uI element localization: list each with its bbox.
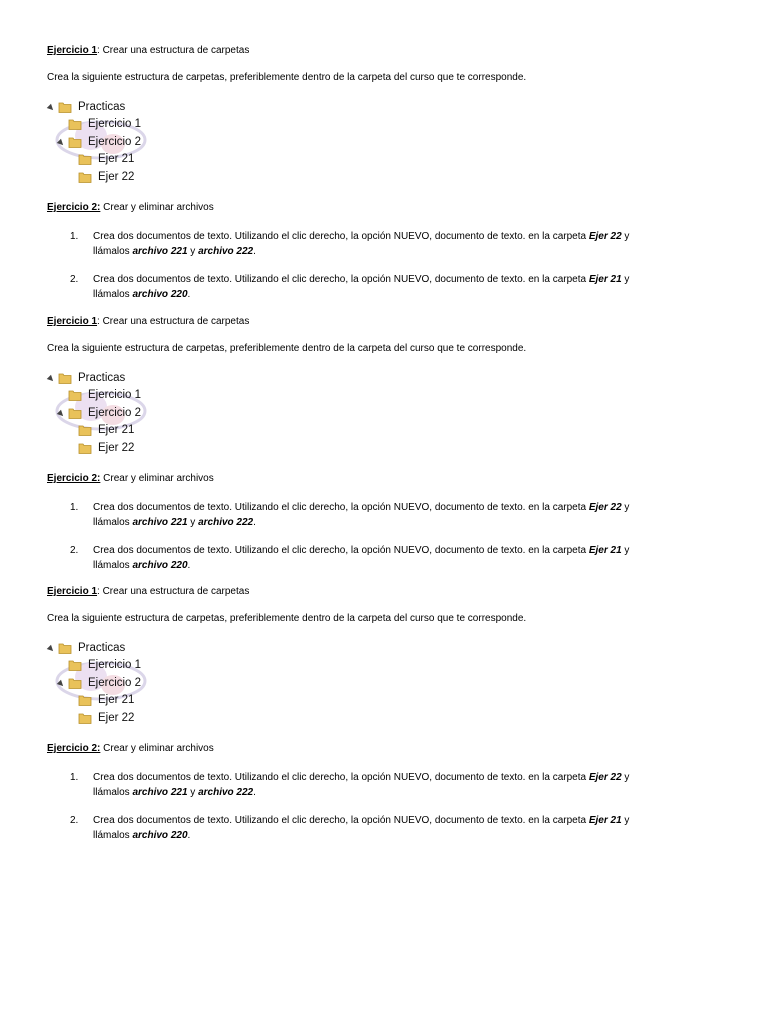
list-item: 1. Crea dos documentos de texto. Utilizando el clic derecho, la opción NUEVO, documento de texto. en la carpeta Ejer 22 y llámalos archivo 221 y archivo 222.: [70, 231, 630, 257]
folder-icon: [78, 424, 92, 436]
folder-icon: [68, 118, 82, 130]
heading-exercise-1: Ejercicio 1: Crear una estructura de carpetas: [47, 316, 250, 327]
folder-icon: [78, 442, 92, 454]
intro-text: Crea la siguiente estructura de carpetas, preferiblemente dentro de la carpeta del curso que te corresponde.: [47, 72, 527, 83]
exercise-section: [0, 271, 768, 571]
folder-icon: [68, 659, 82, 671]
folder-icon: [78, 171, 92, 183]
list-item: 1. Crea dos documentos de texto. Utilizando el clic derecho, la opción NUEVO, documento de texto. en la carpeta Ejer 22 y llámalos archivo 221 y archivo 222.: [70, 502, 630, 528]
exercise-section: [0, 0, 768, 300]
heading-exercise-2: Ejercicio 2: Crear y eliminar archivos: [47, 743, 214, 754]
folder-tree: Practicas Ejercicio 1 Ejercicio 2 Ejer 21 Ejer 22: [45, 94, 185, 186]
folder-icon: [68, 677, 82, 689]
list-item: 1. Crea dos documentos de texto. Utilizando el clic derecho, la opción NUEVO, documento de texto. en la carpeta Ejer 22 y llámalos archivo 221 y archivo 222.: [70, 772, 630, 798]
folder-icon: [78, 712, 92, 724]
intro-text: Crea la siguiente estructura de carpetas, preferiblemente dentro de la carpeta del curso que te corresponde.: [47, 613, 527, 624]
list-item: 2. Crea dos documentos de texto. Utilizando el clic derecho, la opción NUEVO, documento de texto. en la carpeta Ejer 21 y llámalos archivo 220.: [70, 274, 630, 300]
heading-exercise-2: Ejercicio 2: Crear y eliminar archivos: [47, 202, 214, 213]
exercise-section: [0, 541, 768, 841]
heading-exercise-1: Ejercicio 1: Crear una estructura de carpetas: [47, 586, 250, 597]
folder-tree: Practicas Ejercicio 1 Ejercicio 2 Ejer 21 Ejer 22: [45, 635, 185, 727]
folder-icon: [68, 407, 82, 419]
folder-icon: [68, 389, 82, 401]
list-item: 2. Crea dos documentos de texto. Utilizando el clic derecho, la opción NUEVO, documento de texto. en la carpeta Ejer 21 y llámalos archivo 220.: [70, 545, 630, 571]
folder-icon: [58, 101, 72, 113]
folder-icon: [78, 694, 92, 706]
heading-exercise-2: Ejercicio 2: Crear y eliminar archivos: [47, 473, 214, 484]
list-item: 2. Crea dos documentos de texto. Utilizando el clic derecho, la opción NUEVO, documento de texto. en la carpeta Ejer 21 y llámalos archivo 220.: [70, 815, 630, 841]
folder-icon: [58, 642, 72, 654]
folder-icon: [68, 136, 82, 148]
intro-text: Crea la siguiente estructura de carpetas, preferiblemente dentro de la carpeta del curso que te corresponde.: [47, 343, 527, 354]
folder-tree: Practicas Ejercicio 1 Ejercicio 2 Ejer 21 Ejer 22: [45, 365, 185, 457]
folder-icon: [78, 153, 92, 165]
heading-exercise-1: Ejercicio 1: Crear una estructura de carpetas: [47, 45, 250, 56]
folder-icon: [58, 372, 72, 384]
